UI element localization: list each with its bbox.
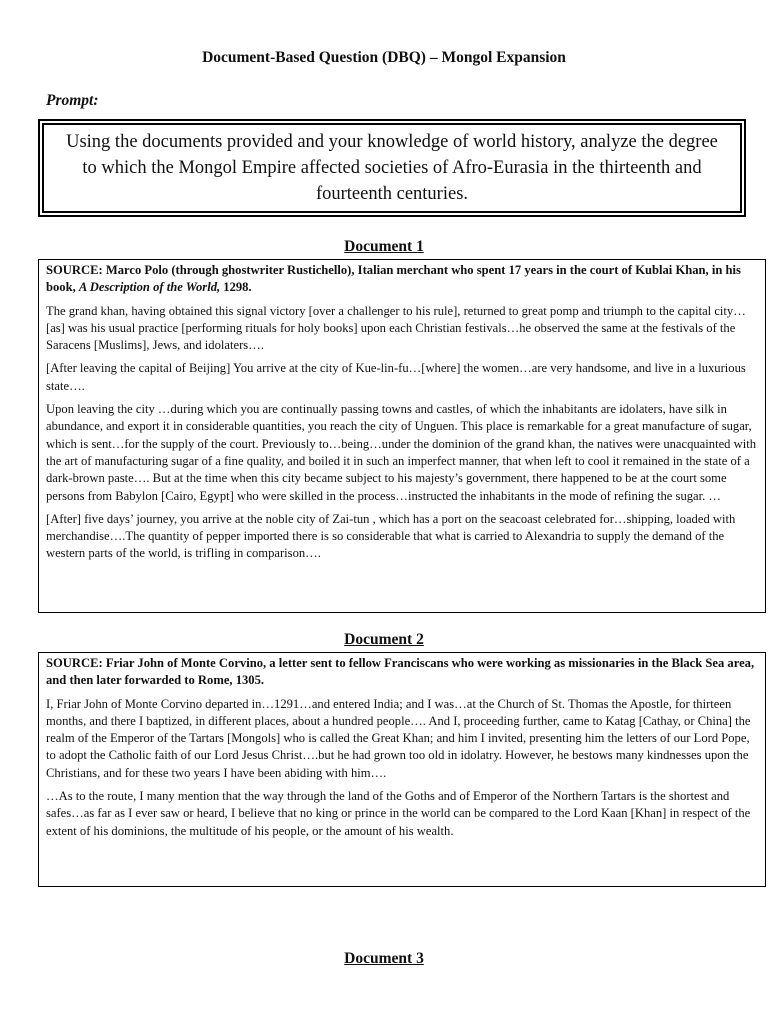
document-2-paragraph-1: I, Friar John of Monte Corvino departed in…1291…and entered India; and I was…at the Church of St. Thomas the Apostle, for thirteen months, and there I baptized, in different places, about a hundred people…. And I, proceeding further, came to Katag [Cathay, or China] the realm of the Emperor of the Tartars [Mongols] who is called the Great Khan; and him I invited, presenting him the letters of our Lord Pope, to adopt the Catholic faith of our Lord Jesus Christ….but he had grown too old in idolatry. However, he bestows many kindnesses upon the Christians, and for these two years I have been abiding with him….: [46, 696, 751, 780]
document-2-box: [38, 652, 766, 887]
document-1-heading: Document 1: [344, 238, 424, 255]
prompt-box: [38, 119, 746, 217]
document-1-source-date: 1298.: [220, 280, 252, 295]
document-1-paragraph-3: Upon leaving the city …during which you are continually passing towns and castles, of which the inhabitants are idolaters, have silk in abundance, and export it in considerable quantities, you reach the city of Unguen. This place is remarkable for a great manufacture of sugar, which is sent…for the supply of the court. Previously to…being…under the dominion of the grand khan, the natives were unacquainted with the art of manufacturing sugar of a fine quality, and boiled it in such an imperfect manner, that when left to cool it remained in the state of a dark-brown paste…. But at the time when this city became subject to his majesty’s government, there happened to be at the court some persons from Babylon [Cairo, Egypt] who were skilled in the process…instructed the inhabitants in the mode of refining the sugar. …: [46, 402, 756, 503]
document-1-paragraph-1: The grand khan, having obtained this signal victory [over a challenger to his rule], returned to great pomp and triumph to the capital city…[as] was his usual practice [performing rituals for holy books] upon each Christian festivals…he observed the same at the festivals of the Saracens [Muslims], Jews, and idolaters….: [46, 303, 746, 353]
document-1-paragraph-2: [After leaving the capital of Beijing] You arrive at the city of Kue-lin-fu…[where] the women…are very handsome, and live in a luxurious state….: [46, 361, 746, 393]
document-2-source: SOURCE: Friar John of Monte Corvino, a letter sent to fellow Franciscans who were working as missionaries in the Black Sea area, and then later forwarded to Rome, 1305.: [46, 656, 755, 688]
document-1-paragraph-4: [After] five days’ journey, you arrive at the noble city of Zai-tun , which has a port on the seacoast celebrated for…shipping, loaded with merchandise….The quantity of pepper imported there is so considerable that what is carried to Alexandria to supply the demand of the western parts of the world, is trifling in comparison….: [46, 511, 736, 561]
prompt-label: Prompt:: [46, 92, 99, 109]
document-1-box: [38, 259, 766, 613]
prompt-text: Using the documents provided and your knowledge of world history, analyze the degree to which the Mongol Empire affected societies of Afro-Eurasia in the thirteenth and fourteenth centuries.: [66, 132, 718, 204]
document-2-heading: Document 2: [344, 631, 424, 648]
document-3-heading: Document 3: [344, 950, 424, 967]
page-title: Document-Based Question (DBQ) – Mongol Expansion: [202, 49, 566, 66]
document-2-paragraph-2: …As to the route, I many mention that the way through the land of the Goths and of Emperor of the Northern Tartars is the shortest and safes…as far as I ever saw or heard, I believe that no king or prince in the world can be compared to the Lord Kaan [Khan] in respect of the extent of his dominions, the multitude of his people, or the amount of his wealth.: [46, 789, 751, 838]
document-1-source-title: A Description of the World,: [78, 280, 221, 295]
document-1-source: [46, 262, 758, 297]
document-1-source-text: SOURCE: Marco Polo (through ghostwriter Rustichello), Italian merchant who spent 17 years in the court of Kublai Khan, in his book,: [46, 263, 741, 295]
